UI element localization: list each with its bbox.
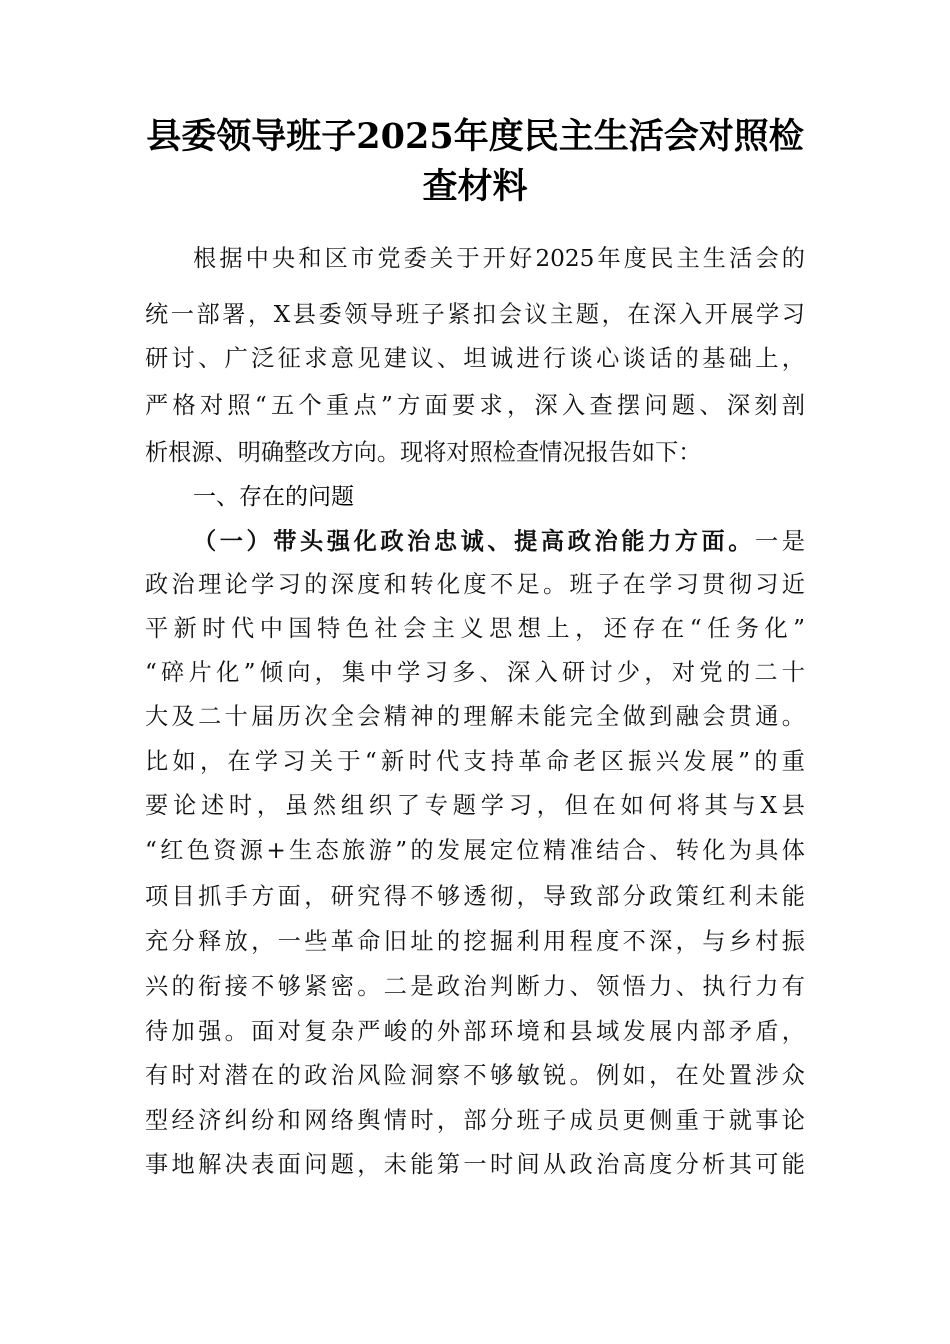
body-line: “碎片化”倾向，集中学习多、深入研讨少，对党的二十 <box>145 659 805 686</box>
body-line: 型经济纠纷和网络舆情时，部分班子成员更侧重于就事论 <box>145 1107 805 1134</box>
body-line: 政治理论学习的深度和转化度不足。班子在学习贯彻习近 <box>145 571 805 598</box>
subsection-lead: 一是 <box>755 528 805 555</box>
title-line-1: 县委领导班子2025年度民主生活会对照检 <box>146 116 804 157</box>
body-line: 项目抓手方面，研究得不够透彻，导致部分政策红利未能 <box>145 883 805 910</box>
section-heading: 一、存在的问题 <box>193 484 354 510</box>
body-line: 平新时代中国特色社会主义思想上，还存在“任务化” <box>145 615 805 642</box>
body-line: 待加强。面对复杂严峻的外部环境和县域发展内部矛盾， <box>145 1018 805 1045</box>
body-line: “红色资源+生态旅游”的发展定位精准结合、转化为具体 <box>145 837 805 864</box>
body-line: 大及二十届历次全会精神的理解未能完全做到融会贯通。 <box>145 703 805 730</box>
body-line: 事地解决表面问题，未能第一时间从政治高度分析其可能 <box>145 1151 805 1178</box>
body-line: 有时对潜在的政治风险洞察不够敏锐。例如，在处置涉众 <box>145 1062 805 1089</box>
intro-line: 析根源、明确整改方向。现将对照检查情况报告如下： <box>145 439 702 466</box>
body-line: 兴的衔接不够紧密。二是政治判断力、领悟力、执行力有 <box>145 973 805 1000</box>
body-line: 充分释放，一些革命旧址的挖掘利用程度不深，与乡村振 <box>145 928 805 955</box>
body-line: 要论述时，虽然组织了专题学习，但在如何将其与X县 <box>145 792 805 819</box>
subsection-heading: （一）带头强化政治忠诚、提高政治能力方面。 <box>193 528 756 555</box>
body-line: 比如，在学习关于“新时代支持革命老区振兴发展”的重 <box>145 748 805 775</box>
intro-line: 根据中央和区市党委关于开好2025年度民主生活会的 <box>193 245 805 272</box>
intro-line: 统一部署，X县委领导班子紧扣会议主题，在深入开展学习 <box>145 301 805 328</box>
subsection-first-line <box>193 520 805 564</box>
document-title <box>120 112 830 212</box>
intro-line: 严格对照“五个重点”方面要求，深入查摆问题、深刻剖 <box>145 392 805 419</box>
title-line-2: 查材料 <box>422 166 528 207</box>
intro-line: 研讨、广泛征求意见建议、坦诚进行谈心谈话的基础上， <box>145 345 805 372</box>
